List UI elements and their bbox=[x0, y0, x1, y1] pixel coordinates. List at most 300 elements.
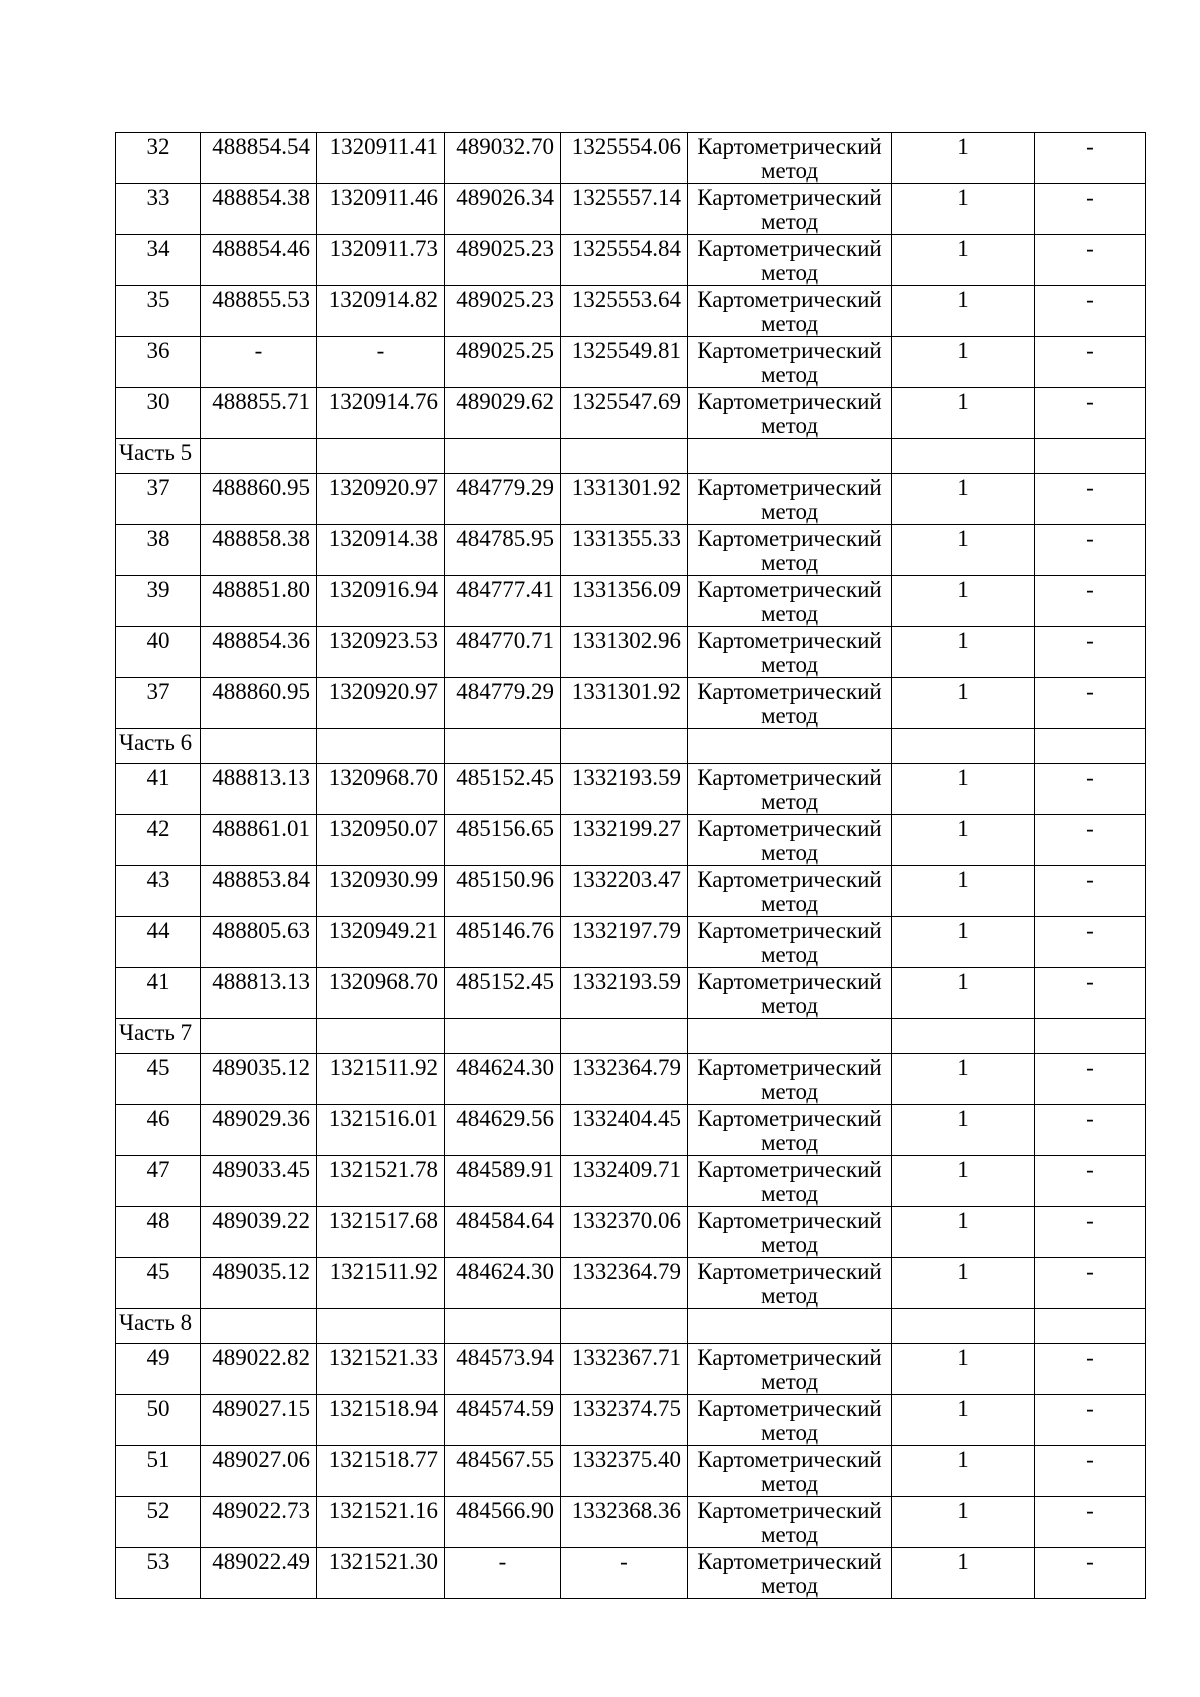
method-line-1: Картометрический bbox=[697, 389, 882, 414]
method-line-1: Картометрический bbox=[697, 185, 882, 210]
x-new-cell: 485146.76 bbox=[445, 917, 561, 968]
x-old-cell: 488851.80 bbox=[201, 576, 317, 627]
note-cell: - bbox=[1035, 1258, 1146, 1309]
y-new-cell: 1332370.06 bbox=[561, 1207, 688, 1258]
table-row bbox=[116, 1105, 1146, 1156]
y-old-cell: 1320911.73 bbox=[317, 235, 445, 286]
empty-cell bbox=[892, 1019, 1035, 1054]
accuracy-cell: 1 bbox=[892, 1207, 1035, 1258]
method-line-1: Картометрический bbox=[697, 287, 882, 312]
note-cell: - bbox=[1035, 1156, 1146, 1207]
note-cell: - bbox=[1035, 1446, 1146, 1497]
note-cell: - bbox=[1035, 1054, 1146, 1105]
point-number-cell: 45 bbox=[116, 1054, 201, 1105]
method-cell bbox=[688, 576, 892, 627]
method-line-2: метод bbox=[760, 840, 819, 865]
method-cell bbox=[688, 968, 892, 1019]
y-old-cell: 1321521.33 bbox=[317, 1344, 445, 1395]
empty-cell bbox=[317, 729, 445, 764]
y-old-cell: 1321517.68 bbox=[317, 1207, 445, 1258]
point-number-cell: 36 bbox=[116, 337, 201, 388]
method-line-1: Картометрический bbox=[697, 1055, 882, 1080]
method-cell bbox=[688, 337, 892, 388]
method-cell bbox=[688, 1497, 892, 1548]
accuracy-cell: 1 bbox=[892, 474, 1035, 525]
part-header-row bbox=[116, 1019, 1146, 1054]
method-line-2: метод bbox=[760, 1522, 819, 1547]
table-row bbox=[116, 337, 1146, 388]
y-old-cell: 1320914.82 bbox=[317, 286, 445, 337]
note-cell: - bbox=[1035, 917, 1146, 968]
x-new-cell: 489025.25 bbox=[445, 337, 561, 388]
method-line-2: метод bbox=[760, 1079, 819, 1104]
method-line-2: метод bbox=[760, 1471, 819, 1496]
x-new-cell: - bbox=[445, 1548, 561, 1599]
method-cell bbox=[688, 917, 892, 968]
y-old-cell: 1321518.77 bbox=[317, 1446, 445, 1497]
accuracy-cell: 1 bbox=[892, 627, 1035, 678]
method-cell bbox=[688, 627, 892, 678]
point-number-cell: 39 bbox=[116, 576, 201, 627]
method-line-1: Картометрический bbox=[697, 577, 882, 602]
accuracy-cell: 1 bbox=[892, 1054, 1035, 1105]
y-new-cell: 1331301.92 bbox=[561, 474, 688, 525]
empty-cell bbox=[445, 439, 561, 474]
point-number-cell: 52 bbox=[116, 1497, 201, 1548]
accuracy-cell: 1 bbox=[892, 1446, 1035, 1497]
accuracy-cell: 1 bbox=[892, 1105, 1035, 1156]
y-new-cell: 1332368.36 bbox=[561, 1497, 688, 1548]
accuracy-cell: 1 bbox=[892, 968, 1035, 1019]
method-line-2: метод bbox=[760, 703, 819, 728]
method-line-1: Картометрический bbox=[697, 1157, 882, 1182]
x-new-cell: 484629.56 bbox=[445, 1105, 561, 1156]
table-row bbox=[116, 968, 1146, 1019]
y-new-cell: - bbox=[561, 1548, 688, 1599]
method-line-2: метод bbox=[760, 413, 819, 438]
table-row bbox=[116, 1446, 1146, 1497]
empty-cell bbox=[561, 1019, 688, 1054]
accuracy-cell: 1 bbox=[892, 1344, 1035, 1395]
empty-cell bbox=[892, 439, 1035, 474]
y-old-cell: 1320968.70 bbox=[317, 764, 445, 815]
point-number-cell: 33 bbox=[116, 184, 201, 235]
accuracy-cell: 1 bbox=[892, 576, 1035, 627]
y-old-cell: - bbox=[317, 337, 445, 388]
y-old-cell: 1320950.07 bbox=[317, 815, 445, 866]
x-new-cell: 484574.59 bbox=[445, 1395, 561, 1446]
note-cell: - bbox=[1035, 474, 1146, 525]
empty-cell bbox=[317, 439, 445, 474]
empty-cell bbox=[688, 439, 892, 474]
accuracy-cell: 1 bbox=[892, 525, 1035, 576]
y-old-cell: 1321511.92 bbox=[317, 1054, 445, 1105]
y-new-cell: 1325554.06 bbox=[561, 133, 688, 184]
method-line-2: метод bbox=[760, 601, 819, 626]
method-line-1: Картометрический bbox=[697, 765, 882, 790]
point-number-cell: 45 bbox=[116, 1258, 201, 1309]
method-line-2: метод bbox=[760, 1283, 819, 1308]
accuracy-cell: 1 bbox=[892, 1156, 1035, 1207]
y-old-cell: 1321521.78 bbox=[317, 1156, 445, 1207]
note-cell: - bbox=[1035, 968, 1146, 1019]
y-old-cell: 1320968.70 bbox=[317, 968, 445, 1019]
method-line-1: Картометрический bbox=[697, 867, 882, 892]
accuracy-cell: 1 bbox=[892, 286, 1035, 337]
part-label: Часть 6 bbox=[116, 729, 201, 764]
method-line-1: Картометрический bbox=[697, 338, 882, 363]
x-new-cell: 484785.95 bbox=[445, 525, 561, 576]
y-old-cell: 1320914.76 bbox=[317, 388, 445, 439]
method-cell bbox=[688, 133, 892, 184]
x-new-cell: 484779.29 bbox=[445, 474, 561, 525]
x-new-cell: 484589.91 bbox=[445, 1156, 561, 1207]
table-row bbox=[116, 1344, 1146, 1395]
y-old-cell: 1320911.41 bbox=[317, 133, 445, 184]
table-row bbox=[116, 627, 1146, 678]
method-line-2: метод bbox=[760, 652, 819, 677]
method-cell bbox=[688, 1446, 892, 1497]
method-cell bbox=[688, 184, 892, 235]
y-old-cell: 1321521.16 bbox=[317, 1497, 445, 1548]
table-row bbox=[116, 866, 1146, 917]
note-cell: - bbox=[1035, 1344, 1146, 1395]
method-line-2: метод bbox=[760, 993, 819, 1018]
table-row bbox=[116, 286, 1146, 337]
table-row bbox=[116, 917, 1146, 968]
empty-cell bbox=[1035, 1019, 1146, 1054]
method-line-1: Картометрический bbox=[697, 679, 882, 704]
x-new-cell: 484567.55 bbox=[445, 1446, 561, 1497]
empty-cell bbox=[445, 1019, 561, 1054]
part-header-row bbox=[116, 729, 1146, 764]
part-label: Часть 8 bbox=[116, 1309, 201, 1344]
x-new-cell: 489025.23 bbox=[445, 286, 561, 337]
table-row bbox=[116, 1395, 1146, 1446]
table-row bbox=[116, 764, 1146, 815]
method-line-2: метод bbox=[760, 311, 819, 336]
x-new-cell: 485152.45 bbox=[445, 968, 561, 1019]
table-row bbox=[116, 184, 1146, 235]
method-cell bbox=[688, 1207, 892, 1258]
method-cell bbox=[688, 1344, 892, 1395]
x-old-cell: - bbox=[201, 337, 317, 388]
note-cell: - bbox=[1035, 627, 1146, 678]
y-new-cell: 1325547.69 bbox=[561, 388, 688, 439]
x-old-cell: 488860.95 bbox=[201, 474, 317, 525]
point-number-cell: 37 bbox=[116, 678, 201, 729]
y-old-cell: 1320920.97 bbox=[317, 474, 445, 525]
part-label: Часть 5 bbox=[116, 439, 201, 474]
method-line-2: метод bbox=[760, 1369, 819, 1394]
table-row bbox=[116, 133, 1146, 184]
y-new-cell: 1325549.81 bbox=[561, 337, 688, 388]
method-line-1: Картометрический bbox=[697, 1549, 882, 1574]
point-number-cell: 44 bbox=[116, 917, 201, 968]
point-number-cell: 34 bbox=[116, 235, 201, 286]
y-new-cell: 1332374.75 bbox=[561, 1395, 688, 1446]
method-cell bbox=[688, 474, 892, 525]
point-number-cell: 43 bbox=[116, 866, 201, 917]
method-line-2: метод bbox=[760, 891, 819, 916]
table-row bbox=[116, 474, 1146, 525]
accuracy-cell: 1 bbox=[892, 764, 1035, 815]
empty-cell bbox=[688, 1019, 892, 1054]
empty-cell bbox=[445, 1309, 561, 1344]
method-line-1: Картометрический bbox=[697, 1447, 882, 1472]
y-old-cell: 1320916.94 bbox=[317, 576, 445, 627]
note-cell: - bbox=[1035, 235, 1146, 286]
point-number-cell: 53 bbox=[116, 1548, 201, 1599]
empty-cell bbox=[201, 729, 317, 764]
x-old-cell: 488853.84 bbox=[201, 866, 317, 917]
y-new-cell: 1325553.64 bbox=[561, 286, 688, 337]
method-line-2: метод bbox=[760, 1232, 819, 1257]
note-cell: - bbox=[1035, 678, 1146, 729]
method-line-1: Картометрический bbox=[697, 816, 882, 841]
method-line-1: Картометрический bbox=[697, 1106, 882, 1131]
method-line-2: метод bbox=[760, 942, 819, 967]
method-cell bbox=[688, 1156, 892, 1207]
x-new-cell: 484624.30 bbox=[445, 1258, 561, 1309]
point-number-cell: 46 bbox=[116, 1105, 201, 1156]
note-cell: - bbox=[1035, 1497, 1146, 1548]
x-new-cell: 489032.70 bbox=[445, 133, 561, 184]
accuracy-cell: 1 bbox=[892, 1395, 1035, 1446]
table-row bbox=[116, 1258, 1146, 1309]
method-cell bbox=[688, 1395, 892, 1446]
empty-cell bbox=[201, 1309, 317, 1344]
method-line-2: метод bbox=[760, 1130, 819, 1155]
x-old-cell: 489027.15 bbox=[201, 1395, 317, 1446]
x-old-cell: 488813.13 bbox=[201, 764, 317, 815]
method-line-2: метод bbox=[760, 362, 819, 387]
method-cell bbox=[688, 764, 892, 815]
method-line-1: Картометрический bbox=[697, 134, 882, 159]
table-row bbox=[116, 525, 1146, 576]
table-row bbox=[116, 235, 1146, 286]
point-number-cell: 41 bbox=[116, 764, 201, 815]
empty-cell bbox=[1035, 1309, 1146, 1344]
x-new-cell: 484779.29 bbox=[445, 678, 561, 729]
method-line-2: метод bbox=[760, 158, 819, 183]
table-row bbox=[116, 815, 1146, 866]
method-line-1: Картометрический bbox=[697, 1259, 882, 1284]
coordinates-table bbox=[115, 132, 1146, 1599]
point-number-cell: 35 bbox=[116, 286, 201, 337]
x-old-cell: 488854.46 bbox=[201, 235, 317, 286]
point-number-cell: 48 bbox=[116, 1207, 201, 1258]
method-cell bbox=[688, 678, 892, 729]
x-new-cell: 484770.71 bbox=[445, 627, 561, 678]
x-old-cell: 488854.38 bbox=[201, 184, 317, 235]
note-cell: - bbox=[1035, 1105, 1146, 1156]
x-old-cell: 488854.54 bbox=[201, 133, 317, 184]
x-old-cell: 489035.12 bbox=[201, 1258, 317, 1309]
method-line-1: Картометрический bbox=[697, 1396, 882, 1421]
point-number-cell: 50 bbox=[116, 1395, 201, 1446]
x-new-cell: 485152.45 bbox=[445, 764, 561, 815]
method-cell bbox=[688, 525, 892, 576]
empty-cell bbox=[688, 729, 892, 764]
y-new-cell: 1325557.14 bbox=[561, 184, 688, 235]
note-cell: - bbox=[1035, 866, 1146, 917]
method-line-2: метод bbox=[760, 1420, 819, 1445]
note-cell: - bbox=[1035, 815, 1146, 866]
x-old-cell: 488813.13 bbox=[201, 968, 317, 1019]
method-line-1: Картометрический bbox=[697, 969, 882, 994]
y-old-cell: 1320911.46 bbox=[317, 184, 445, 235]
method-line-1: Картометрический bbox=[697, 236, 882, 261]
table-row bbox=[116, 1548, 1146, 1599]
point-number-cell: 32 bbox=[116, 133, 201, 184]
x-old-cell: 488861.01 bbox=[201, 815, 317, 866]
table-row bbox=[116, 388, 1146, 439]
empty-cell bbox=[1035, 729, 1146, 764]
x-old-cell: 488855.53 bbox=[201, 286, 317, 337]
empty-cell bbox=[445, 729, 561, 764]
table-row bbox=[116, 576, 1146, 627]
method-line-1: Картометрический bbox=[697, 526, 882, 551]
note-cell: - bbox=[1035, 388, 1146, 439]
accuracy-cell: 1 bbox=[892, 388, 1035, 439]
y-new-cell: 1332364.79 bbox=[561, 1054, 688, 1105]
table-row bbox=[116, 1054, 1146, 1105]
method-cell bbox=[688, 1548, 892, 1599]
y-new-cell: 1331356.09 bbox=[561, 576, 688, 627]
empty-cell bbox=[892, 1309, 1035, 1344]
x-new-cell: 484566.90 bbox=[445, 1497, 561, 1548]
method-line-1: Картометрический bbox=[697, 1208, 882, 1233]
note-cell: - bbox=[1035, 1395, 1146, 1446]
x-old-cell: 488858.38 bbox=[201, 525, 317, 576]
y-new-cell: 1332197.79 bbox=[561, 917, 688, 968]
y-new-cell: 1331301.92 bbox=[561, 678, 688, 729]
x-old-cell: 488854.36 bbox=[201, 627, 317, 678]
method-cell bbox=[688, 1054, 892, 1105]
accuracy-cell: 1 bbox=[892, 337, 1035, 388]
point-number-cell: 38 bbox=[116, 525, 201, 576]
empty-cell bbox=[688, 1309, 892, 1344]
method-line-1: Картометрический bbox=[697, 628, 882, 653]
point-number-cell: 40 bbox=[116, 627, 201, 678]
table-body bbox=[116, 133, 1146, 1599]
x-old-cell: 489039.22 bbox=[201, 1207, 317, 1258]
accuracy-cell: 1 bbox=[892, 866, 1035, 917]
point-number-cell: 47 bbox=[116, 1156, 201, 1207]
x-new-cell: 484584.64 bbox=[445, 1207, 561, 1258]
y-old-cell: 1320914.38 bbox=[317, 525, 445, 576]
y-new-cell: 1332199.27 bbox=[561, 815, 688, 866]
part-header-row bbox=[116, 439, 1146, 474]
method-cell bbox=[688, 815, 892, 866]
y-new-cell: 1332193.59 bbox=[561, 968, 688, 1019]
accuracy-cell: 1 bbox=[892, 1258, 1035, 1309]
x-old-cell: 489022.49 bbox=[201, 1548, 317, 1599]
y-old-cell: 1321518.94 bbox=[317, 1395, 445, 1446]
y-new-cell: 1332364.79 bbox=[561, 1258, 688, 1309]
method-cell bbox=[688, 286, 892, 337]
empty-cell bbox=[561, 439, 688, 474]
y-new-cell: 1332409.71 bbox=[561, 1156, 688, 1207]
note-cell: - bbox=[1035, 764, 1146, 815]
y-old-cell: 1321516.01 bbox=[317, 1105, 445, 1156]
part-header-row bbox=[116, 1309, 1146, 1344]
note-cell: - bbox=[1035, 576, 1146, 627]
accuracy-cell: 1 bbox=[892, 235, 1035, 286]
note-cell: - bbox=[1035, 525, 1146, 576]
y-new-cell: 1332404.45 bbox=[561, 1105, 688, 1156]
accuracy-cell: 1 bbox=[892, 678, 1035, 729]
method-line-1: Картометрический bbox=[697, 918, 882, 943]
empty-cell bbox=[201, 1019, 317, 1054]
empty-cell bbox=[892, 729, 1035, 764]
point-number-cell: 42 bbox=[116, 815, 201, 866]
empty-cell bbox=[317, 1309, 445, 1344]
y-new-cell: 1331302.96 bbox=[561, 627, 688, 678]
accuracy-cell: 1 bbox=[892, 815, 1035, 866]
x-new-cell: 485150.96 bbox=[445, 866, 561, 917]
table-row bbox=[116, 1497, 1146, 1548]
accuracy-cell: 1 bbox=[892, 1497, 1035, 1548]
empty-cell bbox=[1035, 439, 1146, 474]
method-cell bbox=[688, 388, 892, 439]
method-line-2: метод bbox=[760, 209, 819, 234]
method-line-2: метод bbox=[760, 1573, 819, 1598]
method-line-2: метод bbox=[760, 499, 819, 524]
x-new-cell: 489026.34 bbox=[445, 184, 561, 235]
y-new-cell: 1332367.71 bbox=[561, 1344, 688, 1395]
accuracy-cell: 1 bbox=[892, 917, 1035, 968]
y-old-cell: 1320949.21 bbox=[317, 917, 445, 968]
note-cell: - bbox=[1035, 337, 1146, 388]
empty-cell bbox=[201, 439, 317, 474]
method-cell bbox=[688, 1105, 892, 1156]
method-cell bbox=[688, 1258, 892, 1309]
x-old-cell: 488855.71 bbox=[201, 388, 317, 439]
y-new-cell: 1325554.84 bbox=[561, 235, 688, 286]
note-cell: - bbox=[1035, 286, 1146, 337]
note-cell: - bbox=[1035, 133, 1146, 184]
x-old-cell: 489022.73 bbox=[201, 1497, 317, 1548]
part-label: Часть 7 bbox=[116, 1019, 201, 1054]
y-old-cell: 1321521.30 bbox=[317, 1548, 445, 1599]
point-number-cell: 30 bbox=[116, 388, 201, 439]
method-line-1: Картометрический bbox=[697, 475, 882, 500]
y-old-cell: 1320930.99 bbox=[317, 866, 445, 917]
x-new-cell: 484573.94 bbox=[445, 1344, 561, 1395]
note-cell: - bbox=[1035, 1548, 1146, 1599]
point-number-cell: 37 bbox=[116, 474, 201, 525]
y-old-cell: 1321511.92 bbox=[317, 1258, 445, 1309]
accuracy-cell: 1 bbox=[892, 133, 1035, 184]
x-old-cell: 488860.95 bbox=[201, 678, 317, 729]
empty-cell bbox=[317, 1019, 445, 1054]
y-new-cell: 1332193.59 bbox=[561, 764, 688, 815]
point-number-cell: 41 bbox=[116, 968, 201, 1019]
method-cell bbox=[688, 235, 892, 286]
x-old-cell: 489035.12 bbox=[201, 1054, 317, 1105]
method-line-2: метод bbox=[760, 789, 819, 814]
y-old-cell: 1320920.97 bbox=[317, 678, 445, 729]
x-new-cell: 484624.30 bbox=[445, 1054, 561, 1105]
x-old-cell: 489029.36 bbox=[201, 1105, 317, 1156]
x-old-cell: 489033.45 bbox=[201, 1156, 317, 1207]
note-cell: - bbox=[1035, 1207, 1146, 1258]
method-line-1: Картометрический bbox=[697, 1498, 882, 1523]
x-new-cell: 489029.62 bbox=[445, 388, 561, 439]
method-line-2: метод bbox=[760, 550, 819, 575]
